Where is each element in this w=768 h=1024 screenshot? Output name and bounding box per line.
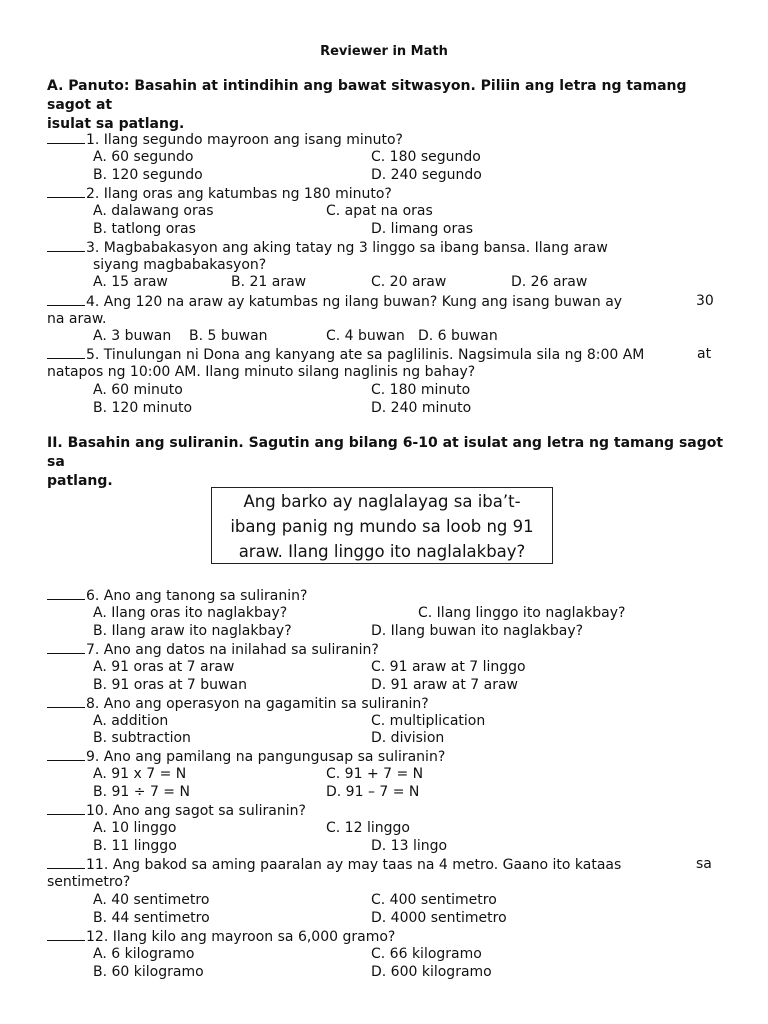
question-5 [47,346,644,364]
choice-c: C. 91 araw at 7 linggo [371,659,526,675]
question-7 [47,641,379,659]
choice-d: D. 91 araw at 7 araw [371,677,518,693]
choice-c: C. multiplication [371,713,486,729]
answer-blank[interactable] [47,239,85,252]
choice-d: D. 600 kilogramo [371,964,492,980]
choice-b: B. 120 minuto [93,400,193,416]
question-6 [47,587,307,605]
word-problem-box [211,487,553,564]
choice-d: D. 6 buwan [418,328,498,344]
choice-c: C. 180 segundo [371,149,481,165]
choice-c: C. 4 buwan [326,328,405,344]
answer-blank[interactable] [47,587,85,600]
choice-b: B. 91 ÷ 7 = N [93,784,190,800]
answer-blank[interactable] [47,293,85,306]
choice-a: A. 10 linggo [93,820,177,836]
choice-c: C. apat na oras [326,203,433,219]
question-3 [47,239,608,257]
choice-d: D. division [371,730,445,746]
choice-c: C. 12 linggo [326,820,410,836]
question-text: 3. Magbabakasyon ang aking tatay ng 3 linggo sa ibang bansa. Ilang araw [86,240,608,256]
choice-b: B. 44 sentimetro [93,910,210,926]
question-text: 10. Ano ang sagot sa suliranin? [86,803,306,819]
choice-c: C. 400 sentimetro [371,892,497,908]
choice-a: A. dalawang oras [93,203,214,219]
choice-d: D. 13 lingo [371,838,448,854]
choice-b: B. 11 linggo [93,838,177,854]
choice-d: D. Ilang buwan ito naglakbay? [371,623,584,639]
choice-c: C. Ilang linggo ito naglakbay? [418,605,626,621]
problem-line: Ang barko ay naglalayag sa iba’t- [243,492,521,511]
question-text-number: 30 [696,293,714,309]
question-8 [47,695,429,713]
answer-blank[interactable] [47,346,85,359]
choice-a: A. 91 x 7 = N [93,766,187,782]
question-text-continued: sentimetro? [47,874,131,890]
answer-blank[interactable] [47,185,85,198]
question-text-continued: na araw. [47,311,107,327]
choice-d: D. 240 segundo [371,167,482,183]
choice-d: D. 4000 sentimetro [371,910,507,926]
question-text-end: sa [696,856,712,872]
problem-line: ibang panig ng mundo sa loob ng 91 [230,517,534,536]
section-a-line2: isulat sa patlang. [47,116,185,132]
answer-blank[interactable] [47,928,85,941]
question-text: 6. Ano ang tanong sa suliranin? [86,588,308,604]
question-text: 7. Ano ang datos na inilahad sa suliranin? [86,642,379,658]
choice-b: B. Ilang araw ito naglakbay? [93,623,292,639]
question-text: 1. Ilang segundo mayroon ang isang minuto? [86,132,403,148]
choice-d: D. 26 araw [511,274,588,290]
choice-b: B. 5 buwan [189,328,268,344]
choice-a: A. addition [93,713,169,729]
question-text-end: at [697,346,712,362]
choice-c: C. 20 araw [371,274,447,290]
choice-c: C. 91 + 7 = N [326,766,424,782]
choice-a: A. 3 buwan [93,328,172,344]
section-b-instructions [47,434,727,491]
question-12 [47,928,395,946]
choice-a: A. 91 oras at 7 araw [93,659,235,675]
answer-blank[interactable] [47,856,85,869]
section-b-line1: II. Basahin ang suliranin. Sagutin ang bilang 6-10 at isulat ang letra ng tamang sagot sa [47,435,724,470]
question-text: 2. Ilang oras ang katumbas ng 180 minuto? [86,186,392,202]
question-11 [47,856,621,874]
question-text: 12. Ilang kilo ang mayroon sa 6,000 gramo? [86,929,396,945]
choice-b: B. tatlong oras [93,221,196,237]
question-text: 11. Ang bakod sa aming paaralan ay may taas na 4 metro. Gaano ito kataas [86,857,622,873]
question-10 [47,802,306,820]
choice-b: B. 91 oras at 7 buwan [93,677,247,693]
choice-a: A. 60 segundo [93,149,194,165]
question-4 [47,293,622,311]
choice-d: D. limang oras [371,221,474,237]
choice-b: B. 60 kilogramo [93,964,204,980]
choice-a: A. 6 kilogramo [93,946,195,962]
choice-d: D. 240 minuto [371,400,472,416]
answer-blank[interactable] [47,131,85,144]
question-text-continued: siyang magbabakasyon? [93,257,267,273]
choice-d: D. 91 – 7 = N [326,784,420,800]
question-text-continued: natapos ng 10:00 AM. Ilang minuto silang naglinis ng bahay? [47,364,476,380]
question-text: 5. Tinulungan ni Dona ang kanyang ate sa paglilinis. Nagsimula sila ng 8:00 AM [86,347,645,363]
answer-blank[interactable] [47,748,85,761]
choice-b: B. 120 segundo [93,167,203,183]
document-title: Reviewer in Math [320,44,448,59]
answer-blank[interactable] [47,695,85,708]
question-text: 4. Ang 120 na araw ay katumbas ng ilang buwan? Kung ang isang buwan ay [86,294,623,310]
question-text: 8. Ano ang operasyon na gagamitin sa suliranin? [86,696,429,712]
problem-line: araw. Ilang linggo ito naglalakbay? [238,542,526,561]
section-a-line1: A. Panuto: Basahin at intindihin ang bawat sitwasyon. Piliin ang letra ng tamang sagot at [47,78,687,113]
answer-blank[interactable] [47,802,85,815]
question-text: 9. Ano ang pamilang na pangungusap sa suliranin? [86,749,446,765]
question-2 [47,185,392,203]
choice-b: B. 21 araw [231,274,307,290]
question-1 [47,131,403,149]
choice-a: A. 60 minuto [93,382,183,398]
section-b-line2: patlang. [47,473,113,489]
question-9 [47,748,445,766]
choice-c: C. 180 minuto [371,382,471,398]
answer-blank[interactable] [47,641,85,654]
choice-a: A. 15 araw [93,274,168,290]
choice-b: B. subtraction [93,730,191,746]
section-a-instructions [47,77,727,134]
choice-a: A. 40 sentimetro [93,892,210,908]
choice-a: A. Ilang oras ito naglakbay? [93,605,288,621]
choice-c: C. 66 kilogramo [371,946,482,962]
